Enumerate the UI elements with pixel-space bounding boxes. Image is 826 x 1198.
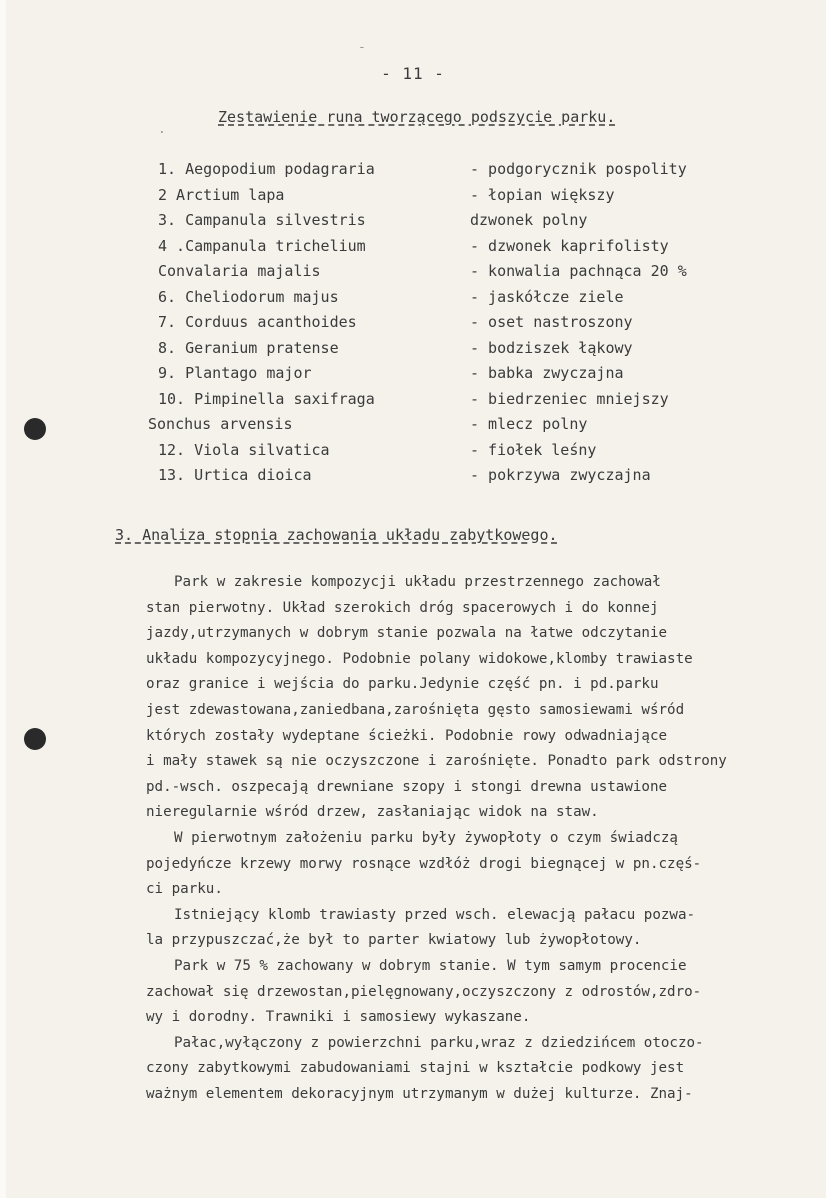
paragraph-line: ważnym elementem dekoracyjnym utrzymanym w dużej kulturze. Znaj- — [146, 1085, 693, 1102]
paragraph-line: Istniejący klomb trawiasty przed wsch. elewacją pałacu pozwa- — [174, 906, 696, 923]
punch-hole-bottom — [24, 728, 46, 750]
paragraph-line: pojedyńcze krzewy morwy rosnące wzdłóż drogi biegnącej w pn.częś- — [146, 855, 702, 872]
species-row — [0, 466, 826, 492]
paragraph-line: zachował się drzewostan,pielęgnowany,oczyszczony z odrostów,zdro- — [146, 983, 702, 1000]
species-latin-name: 7. Corduus acanthoides — [158, 313, 357, 331]
species-polish-name: dzwonek polny — [470, 211, 588, 229]
paragraph-line: Pałac,wyłączony z powierzchni parku,wraz z dziedzińcem otoczo- — [174, 1034, 704, 1051]
species-row — [0, 262, 826, 288]
species-polish-name: - fiołek leśny — [470, 440, 597, 459]
species-latin-name: 6. Cheliodorum majus — [158, 287, 339, 306]
species-latin-name: 13. Urtica dioica — [158, 466, 312, 484]
analysis-paragraph — [146, 570, 826, 1107]
species-polish-name: - podgorycznik pospolity — [470, 160, 687, 178]
paragraph-line: ci parku. — [146, 881, 223, 898]
species-polish-name: - mlecz polny — [470, 415, 588, 433]
species-row — [0, 339, 826, 365]
species-polish-name: - pokrzywa zwyczajna — [470, 466, 651, 484]
species-latin-name: Sonchus arvensis — [148, 415, 293, 433]
species-polish-name: - oset nastroszony — [470, 313, 633, 331]
species-polish-name: - konwalia pachnąca 20 % — [470, 262, 687, 280]
paragraph-line: jest zdewastowana,zaniedbana,zarośnięta gęsto samosiewami wśród — [146, 701, 685, 718]
species-polish-name: - dzwonek kaprifolisty — [470, 236, 669, 255]
paragraph-line: nieregularnie wśród drzew, zasłaniając widok na staw. — [146, 804, 599, 821]
paragraph-line: la przypuszczać,że był to parter kwiatowy lub żywopłotowy. — [146, 932, 642, 949]
page-mark: - — [358, 40, 366, 55]
page-mark: . — [158, 122, 166, 137]
species-row — [0, 313, 826, 339]
species-polish-name: - babka zwyczajna — [470, 364, 624, 382]
species-row — [0, 364, 826, 390]
paragraph-line: wy i dorodny. Trawniki i samosiewy wykaszane. — [146, 1009, 531, 1026]
species-row — [0, 415, 826, 441]
species-row — [0, 160, 826, 186]
species-latin-name: 1. Aegopodium podagraria — [158, 160, 375, 178]
species-row — [0, 441, 826, 467]
species-polish-name: - łopian większy — [470, 185, 615, 204]
paragraph-line: i mały stawek są nie oczyszczone i zarośnięte. Ponadto park odstrony — [146, 753, 727, 770]
paragraph-line: stan pierwotny. Układ szerokich dróg spacerowych i do konnej — [146, 599, 659, 616]
species-row — [0, 390, 826, 416]
species-latin-name: 9. Plantago major — [158, 364, 312, 382]
paragraph-line: których zostały wydeptane ścieżki. Podobnie rowy odwadniające — [146, 727, 668, 744]
species-latin-name: 3. Campanula silvestris — [158, 211, 366, 229]
species-latin-name: 10. Pimpinella saxifraga — [158, 389, 375, 408]
species-latin-name: 12. Viola silvatica — [158, 440, 330, 459]
paragraph-line: pd.-wsch. oszpecają drewniane szopy i stongi drewna ustawione — [146, 778, 668, 795]
section-heading-species: Zestawienie runa tworzącego podszycie parku. — [218, 108, 616, 126]
paragraph-line: oraz granice i wejścia do parku.Jedynie część pn. i pd.parku — [146, 676, 659, 693]
species-row — [0, 237, 826, 263]
species-polish-name: - jaskółcze ziele — [470, 287, 624, 306]
species-list — [0, 160, 826, 492]
species-row — [0, 186, 826, 212]
species-latin-name: 8. Geranium pratense — [158, 338, 339, 357]
species-row — [0, 288, 826, 314]
species-latin-name: 4 .Campanula trichelium — [158, 236, 366, 255]
species-row — [0, 211, 826, 237]
species-latin-name: 2 Arctium lapa — [158, 185, 285, 204]
section-heading-analysis: 3. Analiza stopnia zachowania układu zabytkowego. — [115, 526, 558, 544]
paragraph-line: Park w 75 % zachowany w dobrym stanie. W tym samym procencie — [174, 957, 687, 974]
species-latin-name: Convalaria majalis — [158, 262, 321, 280]
paragraph-line: Park w zakresie kompozycji układu przestrzennego zachował — [174, 574, 661, 590]
paragraph-line: jazdy,utrzymanych w dobrym stanie pozwala na łatwe odczytanie — [146, 625, 668, 642]
paragraph-line: W pierwotnym założeniu parku były żywopłoty o czym świadczą — [174, 829, 678, 846]
paragraph-line: czony zabytkowymi zabudowaniami stajni w kształcie podkowy jest — [146, 1060, 685, 1077]
species-polish-name: - biedrzeniec mniejszy — [470, 389, 669, 408]
paragraph-line: układu kompozycyjnego. Podobnie polany widokowe,klomby trawiaste — [146, 650, 693, 667]
page-number: - 11 - — [381, 64, 445, 83]
species-polish-name: - bodziszek łąkowy — [470, 338, 633, 357]
